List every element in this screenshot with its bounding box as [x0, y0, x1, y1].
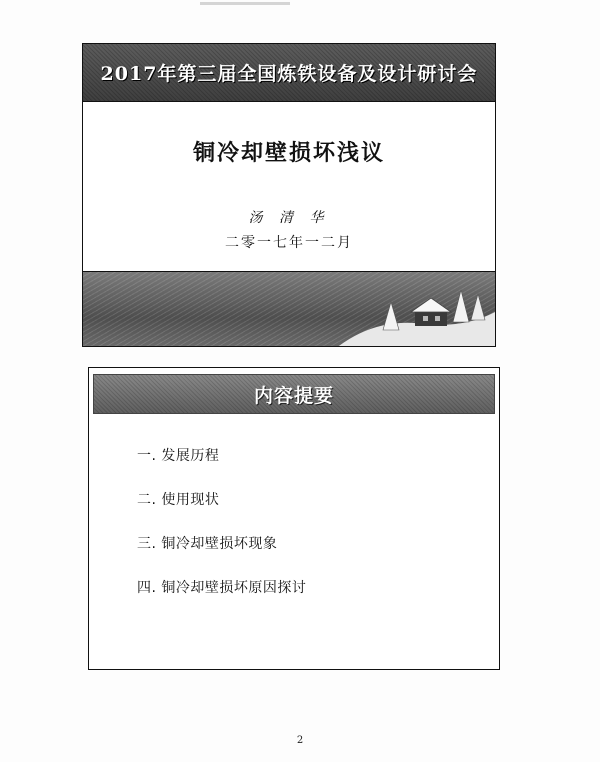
- agenda-item: 三. 铜冷却壁损坏现象: [137, 536, 278, 552]
- agenda-list: [137, 446, 306, 622]
- contents-title: 内容提要: [253, 384, 334, 407]
- presentation-date: 二零一七年一二月: [225, 235, 353, 251]
- presentation-title: 铜冷却壁损坏浅议: [192, 141, 385, 166]
- contents-slide: [88, 367, 500, 670]
- winter-landscape-image: [83, 271, 495, 347]
- page-number: 2: [296, 735, 304, 746]
- agenda-item: 四. 铜冷却壁损坏原因探讨: [137, 580, 307, 596]
- contents-banner: [93, 374, 495, 414]
- conference-banner: [83, 44, 495, 102]
- snowy-cabin-icon: [335, 272, 495, 347]
- conference-title: 2017年第三届全国炼铁设备及设计研讨会: [100, 63, 478, 85]
- agenda-item: 一. 发展历程: [137, 448, 220, 464]
- agenda-item: 二. 使用现状: [137, 492, 220, 508]
- scan-artifact: [200, 2, 290, 5]
- author-name: 汤 清 华: [248, 210, 330, 226]
- title-slide: [82, 43, 496, 347]
